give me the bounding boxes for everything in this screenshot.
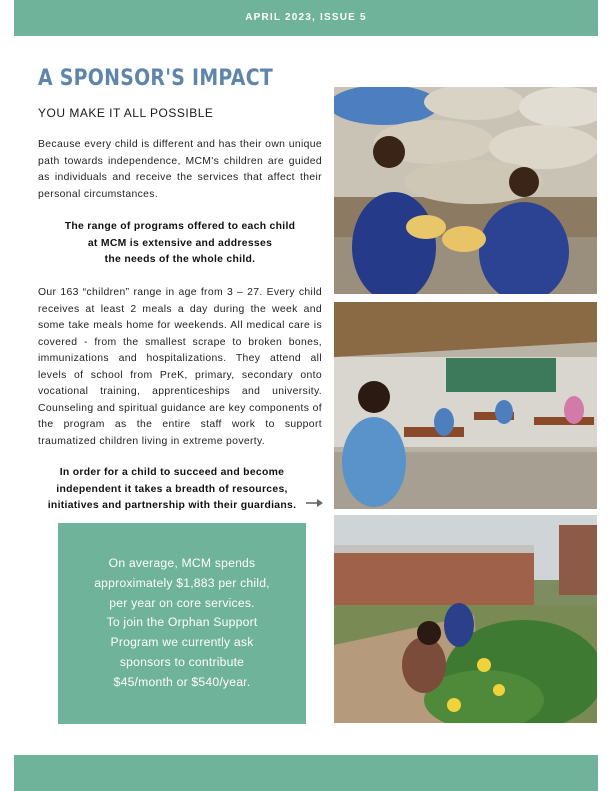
- sponsor-info-box: [58, 523, 306, 724]
- photo-children-eating: [334, 87, 597, 294]
- sponsor-line: $45/month or $540/year.: [113, 674, 251, 689]
- page-subtitle: YOU MAKE IT ALL POSSIBLE: [38, 106, 214, 120]
- intro-paragraph: Because every child is different and has their own unique path towards independence, MCM's children are guided as individuals and receive the services that affect their personal circumstances.: [38, 139, 322, 200]
- callout-success: [40, 465, 304, 515]
- callout-line: at MCM is extensive and addresses: [87, 237, 273, 249]
- arrow-right-icon: [306, 498, 324, 508]
- page-title: A SPONSOR'S IMPACT: [38, 66, 274, 91]
- photo-gardening: [334, 515, 597, 723]
- callout-line: independent it takes a breadth of resources,: [56, 483, 288, 495]
- sponsor-line: sponsors to contribute: [119, 654, 245, 669]
- footer-banner: [14, 755, 598, 791]
- sponsor-line: approximately $1,883 per child,: [94, 575, 270, 590]
- sponsor-line: On average, MCM spends: [108, 556, 256, 570]
- callout-line: In order for a child to succeed and become: [59, 467, 285, 478]
- callout-programs: [38, 219, 322, 269]
- photo-classroom: [334, 302, 597, 509]
- callout-line: initiatives and partnership with their guardians.: [47, 500, 297, 511]
- sponsor-line: To join the Orphan Support: [106, 615, 258, 630]
- issue-label: APRIL 2023, ISSUE 5: [245, 12, 367, 23]
- sponsor-line: Program we currently ask: [110, 635, 254, 650]
- sponsor-line: per year on core services.: [109, 595, 255, 610]
- callout-line: the needs of the whole child.: [104, 254, 256, 265]
- body-paragraph: Our 163 “children” range in age from 3 – 27. Every child receives at least 2 meals a day during the week and some take meals home for weekends. All medical care is covered - from the smallest scrape to broken bones, immunizations and hospitalizations. They attend all levels of school from PreK, primary, secondary onto vocational training, apprenticeships and university. Counseling and spiritual guidance are key components of the program as the entire staff work to support traumatized children living in extreme poverty.: [38, 287, 322, 447]
- callout-line: The range of programs offered to each child: [64, 221, 296, 232]
- header-banner: [14, 0, 598, 36]
